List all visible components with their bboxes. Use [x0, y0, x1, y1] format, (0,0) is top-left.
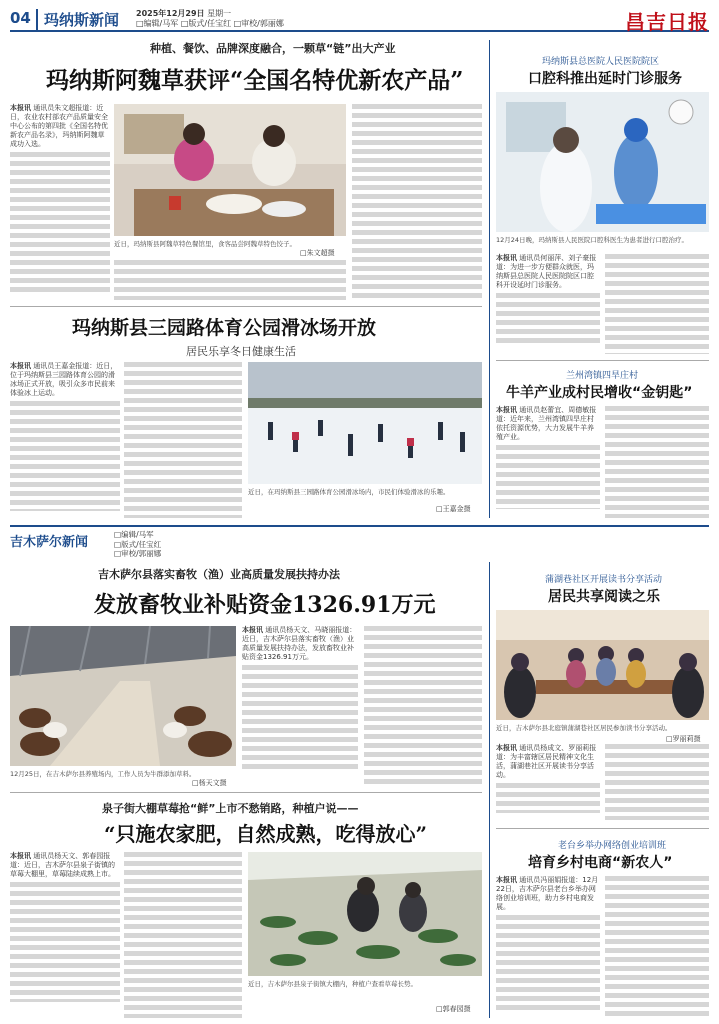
story-main-photo-credit: □朱文超摄: [300, 249, 335, 257]
article-lead: 通讯员杨成文、罗丽莉报道：为丰富辖区居民精神文化生活，蒲湖巷社区开展读书分享活动。: [496, 744, 597, 779]
column-divider: [489, 40, 490, 518]
section-band-name: 吉木萨尔新闻: [10, 535, 89, 550]
byline: 本报讯: [496, 254, 517, 262]
side-ecom-kicker: 老台乡举办网络创业培训班: [558, 841, 667, 851]
side-reading-photo: [496, 610, 709, 720]
article-text-block: [10, 401, 120, 511]
article-lead: 通讯员朱文超报道：近日，农业农村部农产品质量安全中心公布的第四批《全国名特优新农产品名录》，玛纳斯阿魏草成功入选。: [10, 104, 108, 148]
article-text-block: [10, 882, 120, 1002]
story-subsidy-kicker: 吉木萨尔县落实畜牧（渔）业高质量发展扶持办法: [98, 568, 340, 581]
side-reading-headline: 居民共享阅读之乐: [548, 589, 660, 605]
story-ski-headline: 玛纳斯县三园路体育公园滑冰场开放: [72, 317, 377, 339]
article-text-block: [605, 876, 709, 1018]
side-hospital-column-2: [605, 254, 709, 354]
byline: 本报讯: [10, 362, 31, 370]
byline: 本报讯: [242, 626, 263, 634]
proof-credit: □审校/郭丽娜: [233, 19, 284, 28]
article-text-block: [114, 260, 346, 300]
side-reading-column-2: [605, 744, 709, 820]
article-text-block: [10, 152, 110, 292]
side-hospital-headline: 口腔科推出延时门诊服务: [528, 71, 682, 87]
side-cattle-column-2: [605, 406, 709, 518]
story-farm-column-1: [10, 852, 120, 1018]
story-farm-photo: [248, 852, 482, 976]
side-cattle-headline: 牛羊产业成村民增收“金钥匙”: [506, 385, 693, 401]
story-divider: [496, 360, 709, 361]
side-hospital-column-1: [496, 254, 600, 354]
story-ski-photo: [248, 362, 482, 484]
story-main-column-3: [352, 104, 482, 299]
story-main-photo: [114, 104, 346, 236]
story-divider: [10, 306, 482, 307]
story-subsidy-column-1: [242, 626, 358, 786]
editor-credit: □编辑/马军: [114, 530, 154, 539]
article-lead: 通讯员冯丽娟报道：12月22日，吉木萨尔县老台乡举办网络创业培训班，助力乡村电商发展。: [496, 876, 599, 911]
byline: 本报讯: [10, 104, 31, 112]
story-divider: [10, 792, 482, 793]
story-farm-kicker: 泉子街大棚草莓抢“鲜”上市不愁销路，种植户说——: [102, 802, 359, 815]
article-lead: 通讯员赵蕾宜、周德敏报道：近年来，兰州湾镇四旱庄村依托资源优势，大力发展牛羊养殖产业。: [496, 406, 597, 441]
story-farm-photo-credit: □郭春园摄: [436, 1005, 471, 1013]
article-text-block: [242, 665, 358, 769]
editor-credit: □编辑/马军: [136, 19, 179, 28]
issue-date: 2025年12月29日: [136, 9, 205, 18]
story-ski-photo-credit: □王嘉金摄: [436, 505, 471, 513]
layout-credit: □版式/任宝红: [114, 539, 162, 549]
article-text-block: [364, 626, 482, 786]
side-ecom-headline: 培育乡村电商“新农人”: [528, 855, 673, 871]
article-lead: 通讯员何丽萍、刘子豪报道：为进一步方便群众就医，玛纳斯县总医院人民医院院区口腔科开设延时门诊服务。: [496, 254, 597, 289]
story-ski-column-2: [124, 362, 242, 518]
story-ski-photo-caption: 近日，在玛纳斯县三园路体育公园滑冰场内，市民们体验滑冰的乐趣。: [248, 488, 450, 496]
story-ski-deck: 居民乐享冬日健康生活: [186, 345, 296, 358]
article-lead: 通讯员杨天文、马晓丽报道：近日，吉木萨尔县落实畜牧（渔）业高质量发展扶持办法，发放畜牧业补贴资金1326.91万元。: [242, 626, 357, 661]
side-ecom-column-1: [496, 876, 600, 1018]
side-reading-kicker: 蒲湖巷社区开展读书分享活动: [545, 575, 663, 585]
article-text-block: [496, 915, 600, 1011]
side-reading-photo-credit: □罗丽莉摄: [666, 735, 701, 743]
story-farm-headline: “只施农家肥，自然成熟，吃得放心”: [104, 822, 428, 846]
story-subsidy-photo-caption: 12月25日，在吉木萨尔县养殖场内，工作人员为牛群添加草料。: [10, 770, 196, 778]
article-text-block: [496, 783, 600, 813]
article-lead: 通讯员王嘉金报道：近日，位于玛纳斯县三园路体育公园的滑冰场正式开放，吸引众多市民前来体验冰上运动。: [10, 362, 118, 397]
story-farm-photo-caption: 近日，吉木萨尔县泉子街镇大棚内，种植户查看草莓长势。: [248, 980, 417, 988]
page-number: 04: [10, 9, 31, 27]
byline: 本报讯: [10, 852, 31, 860]
article-text-block: [605, 254, 709, 354]
story-main-column-1: [10, 104, 110, 304]
story-main-headline: 玛纳斯阿魏草获评“全国名特优新农产品”: [46, 67, 464, 94]
article-text-block: [605, 744, 709, 820]
masthead: [10, 8, 709, 32]
side-reading-photo-caption: 近日，吉木萨尔县北庭镇蒲湖巷社区居民参加读书分享活动。: [496, 724, 672, 732]
story-main-column-2: [114, 260, 346, 300]
byline: 本报讯: [496, 876, 517, 884]
article-lead: 通讯员杨天文、郭春园报道：近日，吉木萨尔县泉子街镇的草莓大棚里，草莓陆续成熟上市。: [10, 852, 115, 878]
column-divider: [489, 562, 490, 1018]
story-ski-column-1: [10, 362, 120, 518]
side-hospital-photo-caption: 12月24日晚，玛纳斯县人民医院口腔科医生为患者进行口腔治疗。: [496, 236, 689, 244]
story-divider: [496, 828, 709, 829]
issue-weekday: 星期一: [207, 9, 232, 18]
article-text-block: [124, 852, 242, 1018]
layout-credit: □版式/任宝红: [180, 19, 232, 28]
section-band-info: [114, 530, 161, 559]
article-text-block: [124, 362, 242, 518]
article-text-block: [605, 406, 709, 518]
section-name: 玛纳斯新闻: [36, 9, 119, 30]
side-cattle-column-1: [496, 406, 600, 518]
newspaper-logo: 昌吉日报: [625, 10, 709, 34]
story-subsidy-photo-credit: □杨天文摄: [192, 779, 227, 787]
story-subsidy-column-2: [364, 626, 482, 786]
side-reading-column-1: [496, 744, 600, 820]
story-main-kicker: 种植、餐饮、品牌深度融合，一颗草“链”出大产业: [150, 42, 396, 55]
story-main-photo-caption: 近日，玛纳斯县阿魏草特色餐馆里，食客品尝阿魏草特色饺子。: [114, 240, 296, 248]
side-hospital-photo: [496, 92, 709, 232]
story-farm-column-2: [124, 852, 242, 1018]
side-hospital-kicker: 玛纳斯县总医院人民医院院区: [542, 57, 660, 67]
byline: 本报讯: [496, 744, 517, 752]
masthead-info: [136, 9, 284, 29]
story-subsidy-photo: [10, 626, 236, 766]
proof-credit: □审校/郭丽娜: [114, 549, 162, 558]
byline: 本报讯: [496, 406, 517, 414]
side-cattle-kicker: 兰州湾镇四旱庄村: [566, 371, 639, 381]
section-band: [10, 525, 709, 558]
article-text-block: [496, 293, 600, 345]
article-text-block: [352, 104, 482, 299]
side-ecom-column-2: [605, 876, 709, 1018]
article-text-block: [496, 445, 600, 509]
story-subsidy-headline: 发放畜牧业补贴资金1326.91万元: [94, 592, 436, 618]
